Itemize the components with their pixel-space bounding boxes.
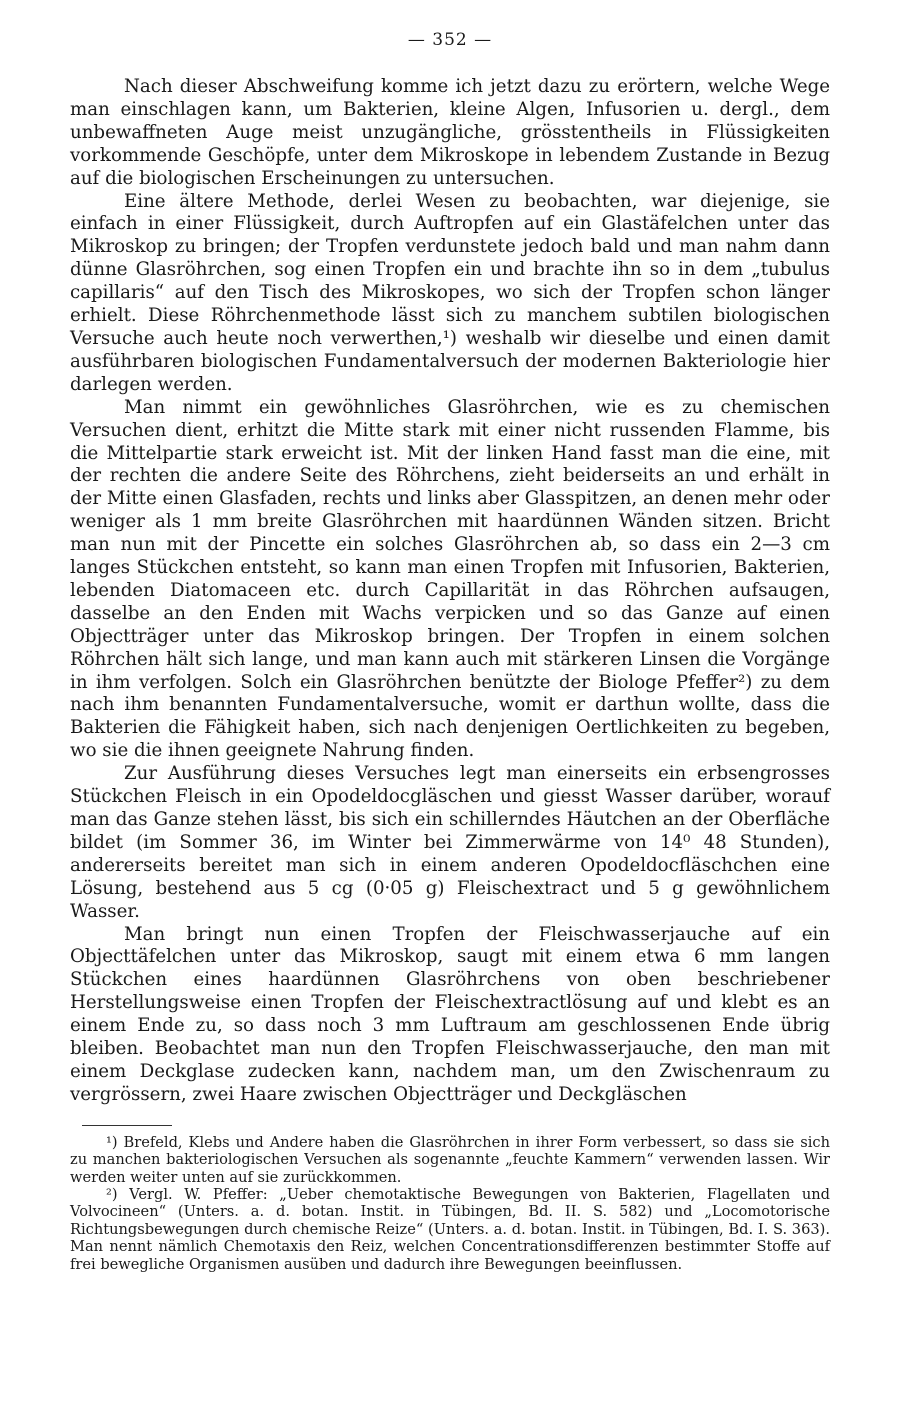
paragraph-2: Eine ältere Methode, derlei Wesen zu beobachten, war diejenige, sie einfach in einer Flüssigkeit, durch Auftropfen auf ein Glastäfelchen unter das Mikroskop zu bringen; der Tropfen verdunstete jedoch bald und man nahm dann dünne Glasröhrchen, sog einen Tropfen ein und brachte ihn so in dem „tubulus capillaris“ auf den Tisch des Mikroskopes, wo sich der Tropfen schon länger erhielt. Diese Röhrchenmethode lässt sich zu manchem subtilen biologischen Versuche auch heute noch verwerthen,¹) weshalb wir dieselbe und einen damit ausführbaren biologischen Fundamentalversuch der modernen Bakteriologie hier darlegen werden. [70, 190, 830, 395]
paragraph-4: Zur Ausführung dieses Versuches legt man einerseits ein erbsengrosses Stückchen Fleisch in ein Opodeldocgläschen und giesst Wasser darüber, worauf man das Ganze stehen lässt, bis sich ein schillerndes Häutchen an der Oberfläche bildet (im Sommer 36, im Winter bei Zimmerwärme von 14⁰ 48 Stunden), andererseits bereitet man sich in einem anderen Opodeldocfläschchen eine Lösung, bestehend aus 5 cg (0·05 g) Fleischextract und 5 g gewöhnlichem Wasser. [70, 763, 830, 922]
body-text [70, 76, 830, 1107]
page-number: — 352 — [407, 30, 493, 50]
footnotes [70, 1134, 830, 1273]
book-page [70, 30, 830, 1273]
paragraph-3: Man nimmt ein gewöhnliches Glasröhrchen, wie es zu chemischen Versuchen dient, erhitzt die Mitte stark mit einer nicht russenden Flamme, bis die Mittelpartie stark erweicht ist. Mit der linken Hand fasst man die eine, mit der rechten die andere Seite des Röhrchens, zieht beiderseits an und erhält in der Mitte einen Glasfaden, rechts und links aber Glasspitzen, an denen mehr oder weniger als 1 mm breite Glasröhrchen mit haardünnen Wänden sitzen. Bricht man nun mit der Pincette ein solches Glasröhrchen ab, so dass ein 2—3 cm langes Stückchen entsteht, so kann man einen Tropfen mit Infusorien, Bakterien, lebenden Diatomaceen etc. durch Capillarität in das Röhrchen aufsaugen, dasselbe an den Enden mit Wachs verpicken und so das Ganze auf einen Objectträger unter das Mikroskop bringen. Der Tropfen in einem solchen Röhrchen hält sich lange, und man kann auch mit stärkeren Linsen die Vorgänge in ihm verfolgen. Solch ein Glasröhrchen benützte der Biologe Pfeffer²) zu dem nach ihm benannten Fundamentalversuche, womit er darthun wollte, dass die Bakterien die Fähigkeit haben, sich nach denjenigen Oertlichkeiten zu begeben, wo sie die ihnen geeignete Nahrung finden. [70, 396, 830, 762]
footnote-1: ¹) Brefeld, Klebs und Andere haben die Glasröhrchen in ihrer Form verbessert, so dass sie sich zu manchen bakteriologischen Versuchen als sogenannte „feuchte Kammern“ verwenden lassen. Wir werden weiter unten auf sie zurückkommen. [70, 1133, 830, 1186]
footnote-divider [82, 1125, 172, 1126]
paragraph-1: Nach dieser Abschweifung komme ich jetzt dazu zu erörtern, welche Wege man einschlagen kann, um Bakterien, kleine Algen, Infusorien u. dergl., dem unbewaffneten Auge meist unzugängliche, grösstentheils in Flüssigkeiten vorkommende Geschöpfe, unter dem Mikroskope in lebendem Zustande in Bezug auf die biologischen Erscheinungen zu untersuchen. [70, 76, 830, 189]
paragraph-5: Man bringt nun einen Tropfen der Fleischwasserjauche auf ein Objecttäfelchen unter das Mikroskop, saugt mit einem etwa 6 mm langen Stückchen eines haardünnen Glasröhrchens von oben beschriebener Herstellungsweise einen Tropfen der Fleischextractlösung auf und klebt es an einem Ende zu, so dass noch 3 mm Luftraum am geschlossenen Ende übrig bleiben. Beobachtet man nun den Tropfen Fleischwasserjauche, den man mit einem Deckglase zudecken kann, nachdem man, um den Zwischenraum zu vergrössern, zwei Haare zwischen Objectträger und Deckgläschen [70, 923, 830, 1105]
footnote-2: ²) Vergl. W. Pfeffer: „Ueber chemotaktische Bewegungen von Bakterien, Flagellaten und Volvocineen“ (Unters. a. d. botan. Instit. in Tübingen, Bd. II. S. 582) und „Locomotorische Richtungsbewegungen durch chemische Reize“ (Unters. a. d. botan. Instit. in Tübingen, Bd. I. S. 363). Man nennt nämlich Chemotaxis den Reiz, welchen Concentrationsdifferenzen bestimmter Stoffe auf frei bewegliche Organismen ausüben und dadurch ihre Bewegungen beeinflussen. [70, 1186, 830, 1273]
